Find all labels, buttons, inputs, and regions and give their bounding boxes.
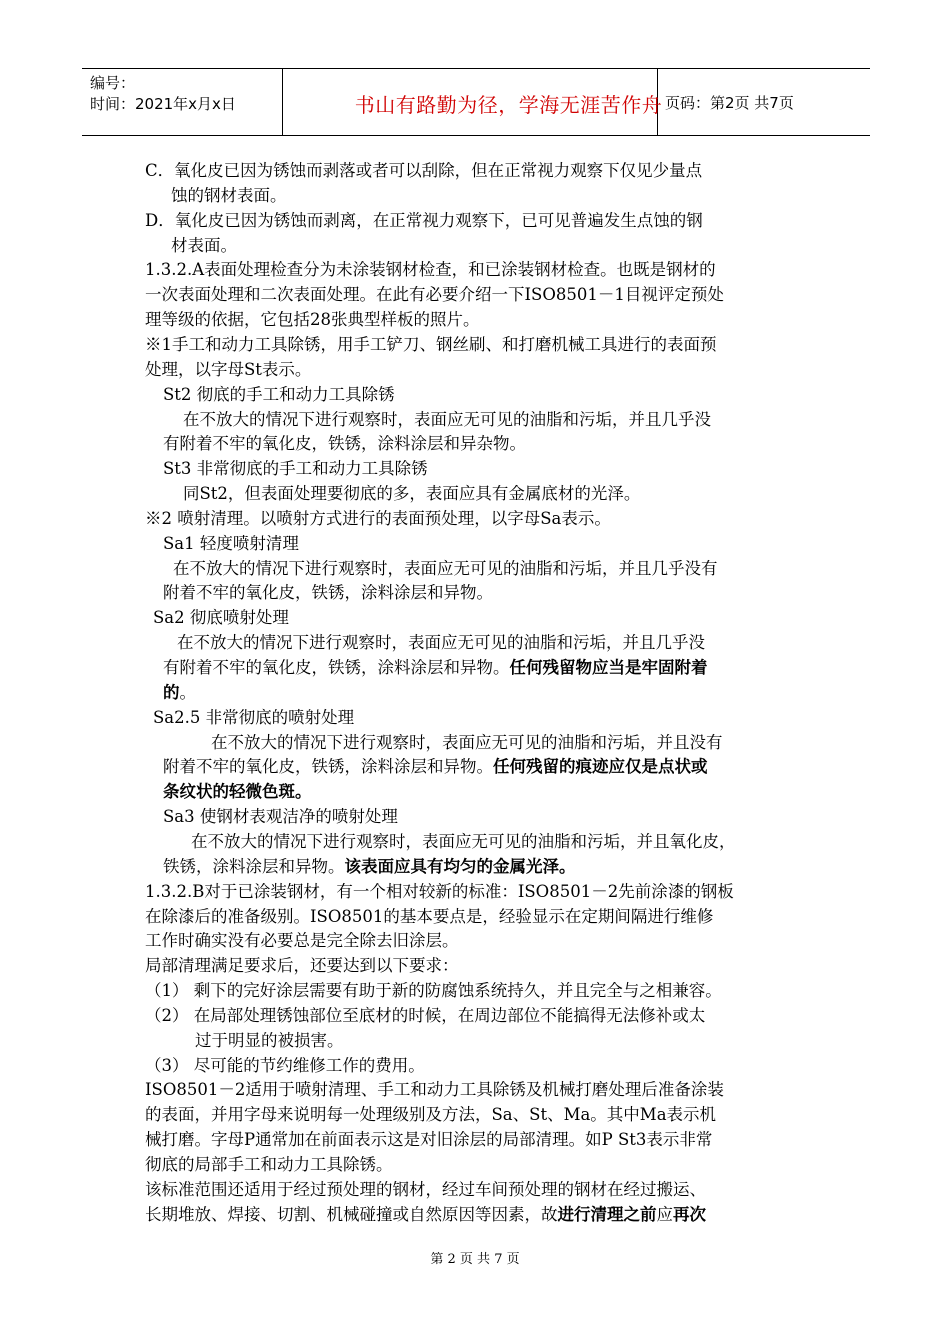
- text-span: 蚀的钢材表面。: [171, 185, 287, 205]
- text-line: [173, 556, 718, 582]
- text-span: 的表面，并用字母来说明每一处理级别及方法，Sa、St、Ma。其中Ma表示机: [145, 1105, 717, 1125]
- text-span: 附着不牢的氧化皮，铁锈，涂料涂层和异物。: [163, 583, 493, 603]
- text-line: [177, 630, 705, 656]
- text-line: [163, 531, 299, 557]
- text-span: 理等级的依据，它包括28张典型样板的照片。: [145, 310, 480, 330]
- text-span: Sa3 使钢材表观洁净的喷射处理: [163, 807, 398, 827]
- page-header: [82, 68, 870, 136]
- text-span: 彻底的局部手工和动力工具除锈。: [145, 1155, 393, 1174]
- text-span: 在不放大的情况下进行观察时，表面应无可见的油脂和污垢，并且几乎没: [183, 409, 711, 429]
- text-span: 应: [656, 1204, 673, 1224]
- text-span: Sa2 彻底喷射处理: [153, 608, 289, 628]
- bold-text: 任何残留物应当是牢固附着: [509, 658, 708, 677]
- text-line: [145, 978, 722, 1004]
- text-line: [163, 754, 708, 780]
- text-span: ※2 喷射清理。以喷射方式进行的表面预处理，以字母Sa表示。: [145, 508, 611, 528]
- text-line: [163, 655, 708, 681]
- text-line: [145, 1202, 706, 1228]
- text-line: [145, 1077, 724, 1103]
- text-line: [145, 208, 703, 234]
- text-line: [163, 779, 312, 805]
- text-span: 在不放大的情况下进行观察时，表面应无可见的油脂和污垢，并且氧化皮，: [191, 831, 736, 851]
- text-span: 1.3.2.B对于已涂装钢材，有一个相对较新的标准：ISO8501－2先前涂漆的钢板: [145, 881, 734, 901]
- text-span: 在除漆后的准备级别。ISO8501的基本要点是，经验显示在定期间隔进行维修: [145, 906, 714, 926]
- text-line: [145, 1053, 425, 1079]
- text-span: St2 彻底的手工和动力工具除锈: [163, 384, 395, 404]
- text-span: 1.3.2.A表面处理检查分为未涂装钢材检查，和已涂装钢材检查。也既是钢材的: [145, 260, 716, 280]
- text-line: [153, 605, 289, 631]
- header-meta: [90, 73, 236, 115]
- serial-label: 编号：: [90, 74, 136, 92]
- text-span: 过于明显的被损害。: [195, 1030, 344, 1050]
- text-line: [145, 904, 713, 930]
- header-motto: 书山有路勤为径，学海无涯苦作舟: [354, 93, 663, 117]
- text-span: St3 非常彻底的手工和动力工具除锈: [163, 459, 428, 479]
- text-line: [145, 257, 716, 283]
- text-line: [145, 282, 724, 308]
- header-page-info: 页码：第2页 共7页: [665, 94, 794, 112]
- text-line: [153, 705, 354, 731]
- text-line: [163, 431, 526, 457]
- text-span: 同St2，但表面处理要彻底的多，表面应具有金属底材的光泽。: [183, 484, 641, 504]
- text-span: ※1手工和动力工具除锈，用手工铲刀、钢丝刷、和打磨机械工具进行的表面预: [145, 334, 717, 354]
- text-span: Sa2.5 非常彻底的喷射处理: [153, 707, 355, 727]
- text-span: 局部清理满足要求后，还要达到以下要求：: [145, 956, 459, 976]
- text-line: [211, 730, 723, 756]
- text-line: [145, 1152, 393, 1178]
- text-span: 械打磨。字母P通常加在前面表示这是对旧涂层的局部清理。如P St3表示非常: [145, 1130, 713, 1150]
- text-span: C．氧化皮已因为锈蚀而剥落或者可以刮除，但在正常视力观察下仅见少量点: [145, 161, 703, 180]
- text-span: 附着不牢的氧化皮，铁锈，涂料涂层和异物。: [163, 757, 493, 777]
- text-line: [145, 307, 480, 333]
- text-line: [145, 1003, 705, 1029]
- text-span: 铁锈，涂料涂层和异物。: [163, 856, 345, 876]
- text-span: 。: [179, 682, 196, 702]
- text-span: ISO8501－2适用于喷射清理、手工和动力工具除锈及机械打磨处理后准备涂装: [145, 1080, 724, 1100]
- text-line: [145, 879, 734, 905]
- text-line: [163, 580, 493, 606]
- text-line: [145, 928, 459, 954]
- text-line: [171, 233, 237, 259]
- text-span: 材表面。: [171, 235, 237, 255]
- text-line: [163, 854, 576, 880]
- bold-text: 任何残留的痕迹应仅是点状或: [493, 757, 708, 777]
- text-line: [145, 1177, 706, 1203]
- text-span: 有附着不牢的氧化皮，铁锈，涂料涂层和异物。: [163, 658, 510, 677]
- text-span: 长期堆放、焊接、切割、机械碰撞或自然原因等因素，故: [145, 1204, 558, 1224]
- text-span: 在不放大的情况下进行观察时，表面应无可见的油脂和污垢，并且没有: [211, 732, 723, 752]
- text-line: [145, 332, 717, 358]
- text-line: [191, 829, 736, 855]
- text-span: 该标准范围还适用于经过预处理的钢材，经过车间预处理的钢材在经过搬运、: [145, 1179, 706, 1199]
- bold-text: 再次: [673, 1204, 706, 1224]
- text-line: [145, 357, 311, 383]
- text-span: 有附着不牢的氧化皮，铁锈，涂料涂层和异杂物。: [163, 434, 526, 454]
- text-span: 在不放大的情况下进行观察时，表面应无可见的油脂和污垢，并且几乎没: [177, 633, 705, 653]
- bold-text: 条纹状的轻微色斑。: [163, 782, 312, 802]
- text-span: （3） 尽可能的节约维修工作的费用。: [145, 1055, 425, 1075]
- text-line: [163, 680, 196, 706]
- page-footer: 第 2 页 共 7 页: [430, 1252, 520, 1267]
- text-span: Sa1 轻度喷射清理: [163, 533, 299, 553]
- text-line: [183, 481, 640, 507]
- text-span: 一次表面处理和二次表面处理。在此有必要介绍一下ISO8501－1目视评定预处: [145, 285, 724, 305]
- text-line: [145, 158, 702, 184]
- text-line: [145, 1127, 712, 1153]
- text-span: 处理，以字母St表示。: [145, 359, 312, 379]
- text-span: D．氧化皮已因为锈蚀而剥离，在正常视力观察下，已可见普遍发生点蚀的钢: [145, 210, 703, 230]
- text-line: [145, 1102, 716, 1128]
- text-line: [163, 456, 428, 482]
- text-line: [195, 1028, 344, 1054]
- text-span: （1） 剩下的完好涂层需要有助于新的防腐蚀系统持久，并且完全与之相兼容。: [145, 981, 722, 1001]
- time-label: 时间：2021年x月x日: [90, 95, 236, 113]
- text-line: [183, 407, 711, 433]
- text-span: 工作时确实没有必要总是完全除去旧涂层。: [145, 931, 459, 951]
- text-line: [145, 953, 459, 979]
- text-line: [163, 382, 395, 408]
- bold-text: 该表面应具有均匀的金属光泽。: [344, 856, 576, 876]
- text-line: [171, 183, 287, 209]
- bold-text: 的: [163, 682, 180, 702]
- text-line: [145, 506, 611, 532]
- text-line: [163, 804, 398, 830]
- text-span: 在不放大的情况下进行观察时，表面应无可见的油脂和污垢，并且几乎没有: [173, 558, 718, 578]
- bold-text: 进行清理之前: [557, 1204, 657, 1224]
- text-span: （2） 在局部处理锈蚀部位至底材的时候，在周边部位不能搞得无法修补或太: [145, 1005, 706, 1025]
